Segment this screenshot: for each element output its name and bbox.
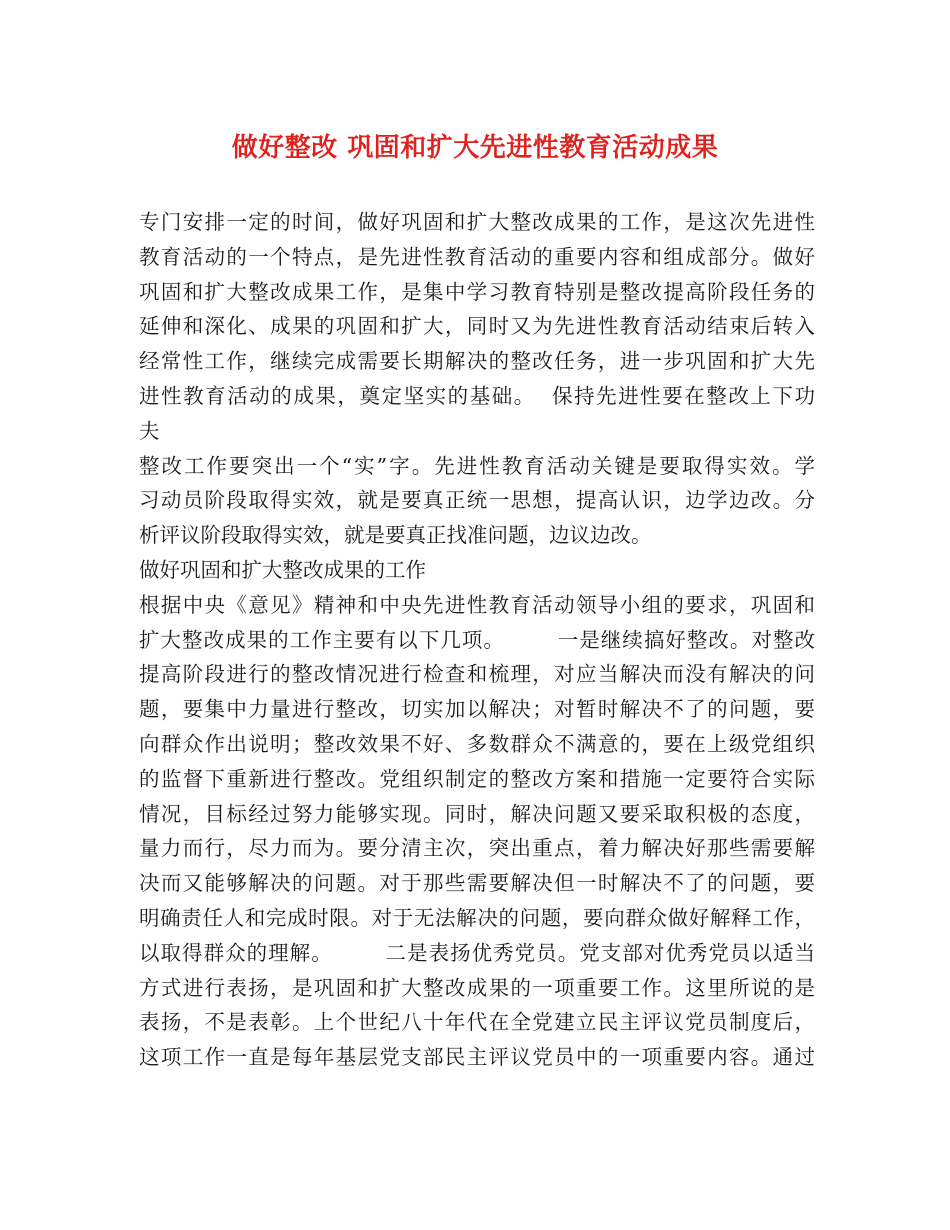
body-line: 题，要集中力量进行整改，切实加以解决；对暂时解决不了的问题，要 [139, 697, 815, 722]
body-line: 的监督下重新进行整改。党组织制定的整改方案和措施一定要符合实际 [139, 766, 815, 791]
body-line: 方式进行表扬，是巩固和扩大整改成果的一项重要工作。这里所说的是 [139, 975, 815, 1000]
body-line: 量力而行，尽力而为。要分清主次，突出重点，着力解决好那些需要解 [139, 836, 815, 861]
body-line: 以取得群众的理解。 二是表扬优秀党员。党支部对优秀党员以适当 [139, 940, 815, 965]
body-line: 进性教育活动的成果，奠定坚实的基础。 保持先进性要在整改上下功 [139, 383, 815, 408]
body-line: 情况，目标经过努力能够实现。同时，解决问题又要采取积极的态度， [139, 801, 815, 826]
body-line: 延伸和深化、成果的巩固和扩大，同时又为先进性教育活动结束后转入 [139, 314, 815, 339]
document-body [139, 205, 815, 1075]
body-line: 巩固和扩大整改成果工作，是集中学习教育特别是整改提高阶段任务的 [139, 279, 815, 304]
body-line: 习动员阶段取得实效，就是要真正统一思想，提高认识，边学边改。分 [139, 488, 815, 513]
body-line: 扩大整改成果的工作主要有以下几项。 一是继续搞好整改。对整改 [139, 627, 815, 652]
body-line: 这项工作一直是每年基层党支部民主评议党员中的一项重要内容。通过 [139, 1045, 815, 1070]
body-line: 向群众作出说明；整改效果不好、多数群众不满意的，要在上级党组织 [139, 731, 815, 756]
body-line: 析评议阶段取得实效，就是要真正找准问题，边议边改。 [139, 523, 652, 548]
document-title: 做好整改 巩固和扩大先进性教育活动成果 [231, 133, 719, 163]
body-line: 根据中央《意见》精神和中央先进性教育活动领导小组的要求，巩固和 [139, 592, 815, 617]
body-line: 夫 [139, 418, 160, 443]
body-line: 整改工作要突出一个“实”字。先进性教育活动关键是要取得实效。学 [139, 453, 815, 478]
body-line: 专门安排一定的时间，做好巩固和扩大整改成果的工作，是这次先进性 [139, 210, 815, 234]
body-line: 教育活动的一个特点，是先进性教育活动的重要内容和组成部分。做好 [139, 244, 815, 269]
body-line: 提高阶段进行的整改情况进行检查和梳理，对应当解决而没有解决的问 [139, 662, 815, 687]
body-line: 经常性工作，继续完成需要长期解决的整改任务，进一步巩固和扩大先 [139, 349, 815, 374]
body-line: 决而又能够解决的问题。对于那些需要解决但一时解决不了的问题，要 [139, 871, 815, 896]
body-line: 明确责任人和完成时限。对于无法解决的问题，要向群众做好解释工作， [139, 905, 815, 930]
body-line: 表扬，不是表彰。上个世纪八十年代在全党建立民主评议党员制度后， [139, 1010, 815, 1035]
section-heading: 做好巩固和扩大整改成果的工作 [139, 557, 426, 582]
